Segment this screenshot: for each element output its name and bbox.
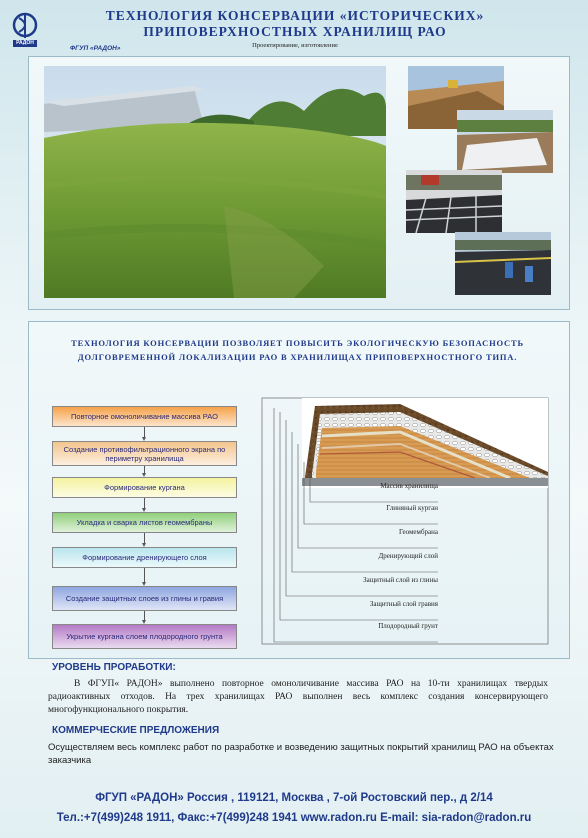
process-step: Укрытие кургана слоем плодородного грунта (52, 624, 237, 649)
flow-arrow (144, 568, 145, 584)
offers-heading: КОММЕРЧЕСКИЕ ПРЕДЛОЖЕНИЯ (52, 725, 220, 736)
footer-phones: Тел.:+7(499)248 1911, Факс:+7(499)248 1941 www.radon.ru E-mail: sia-radon@radon.ru (56, 812, 532, 824)
title-line-2: ПРИПОВЕРХНОСТНЫХ ХРАНИЛИЩ РАО (143, 24, 447, 39)
layer-label: Плодородный грунт (378, 622, 438, 630)
process-step: Формирование кургана (52, 477, 237, 498)
layer-label: Массив хранилища (380, 482, 438, 490)
org-tag: ФГУП «РАДОН» (70, 45, 121, 52)
layer-label: Дренирующий слой (378, 552, 438, 560)
offers-text: Осуществляем весь комплекс работ по разработке и возведению защитных покрытий хранилищ РАО на объектах заказчика (48, 742, 554, 766)
main-photo-grass-mound (44, 66, 386, 298)
flow-arrow (144, 427, 145, 439)
logo-label: РАДОН (16, 40, 34, 46)
flow-arrow (144, 498, 145, 510)
footer-address: ФГУП «РАДОН» Россия , 119121, Москва , 7-ой Ростовский пер., д 2/14 (95, 792, 493, 804)
headline-line-2: ДОЛГОВРЕМЕННОЙ ЛОКАЛИЗАЦИИ РАО В ХРАНИЛИЩАХ ПРИПОВЕРХНОСТНОГО ТИПА. (77, 352, 518, 362)
layer-label: Геомембрана (399, 528, 438, 536)
thumb-photo-geogrid (406, 170, 502, 233)
status-text: В ФГУП« РАДОН» выполнено повторное омоноличивание массива РАО на 10-ти хранилищах твердых радиоактивных отходов. На трех хранилищах РАО выполнен весь комплекс создания консервирующего многофункционального покрытия. (48, 679, 548, 715)
layer-label: Защитный слой из глины (363, 576, 438, 584)
page-subtitle: Проектирование, изготовление (252, 42, 338, 49)
process-step: Создание противофильтрационного экрана по периметру хранилища (52, 441, 237, 466)
flow-arrow (144, 533, 145, 545)
flow-arrow (144, 466, 145, 475)
layer-label: Глиняный курган (386, 504, 438, 512)
technology-headline (40, 336, 555, 364)
process-step: Создание защитных слоев из глины и гравия (52, 586, 237, 611)
status-heading: УРОВЕНЬ ПРОРАБОТКИ: (52, 662, 176, 673)
thumb-photo-membrane-welding (455, 232, 551, 295)
process-step: Формирование дренирующего слоя (52, 547, 237, 568)
layer-label: Защитный слой гравия (369, 600, 438, 608)
process-step: Укладка и сварка листов геомембраны (52, 512, 237, 533)
headline-line-1: ТЕХНОЛОГИЯ КОНСЕРВАЦИИ ПОЗВОЛЯЕТ ПОВЫСИТЬ ЭКОЛОГИЧЕСКУЮ БЕЗОПАСНОСТЬ (71, 338, 524, 348)
radon-logo (10, 12, 40, 48)
thumb-photo-geotextile (457, 110, 553, 173)
layers-diagram (260, 392, 550, 646)
footer-contacts (0, 788, 588, 828)
title-line-1: ТЕХНОЛОГИЯ КОНСЕРВАЦИИ «ИСТОРИЧЕСКИХ» (105, 8, 485, 23)
flow-arrow (144, 611, 145, 622)
page-title (70, 8, 520, 40)
process-step: Повторное омоноличивание массива РАО (52, 406, 237, 427)
